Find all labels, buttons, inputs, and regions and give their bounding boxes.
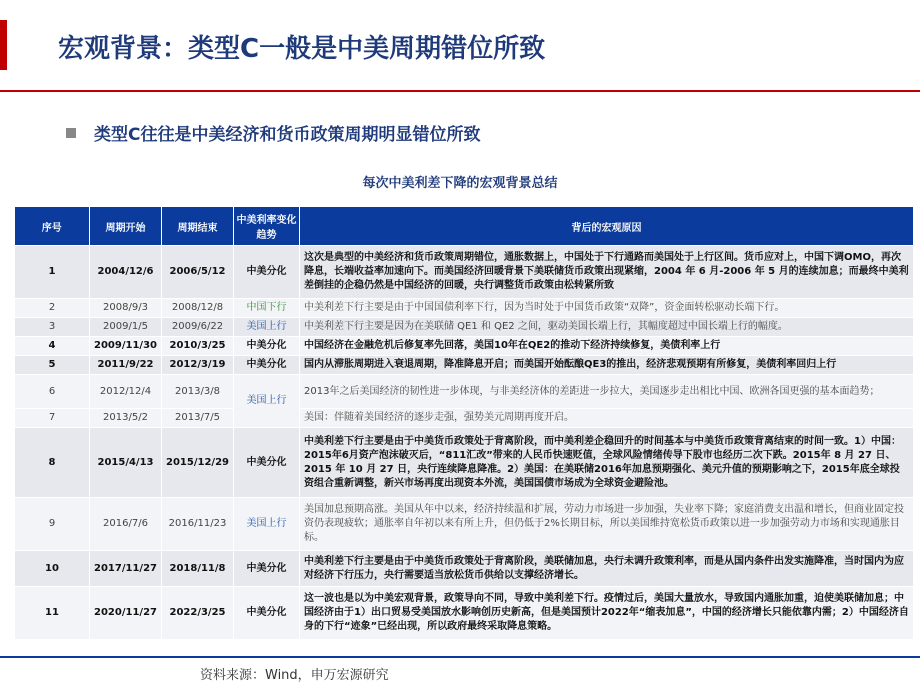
cell-start: 2008/9/3 [90, 299, 162, 318]
cell-reason: 这次是典型的中美经济和货币政策周期错位，通胀数据上，中国处于下行通路而美国处于上行区间。货币应对上，中国下调OMO，再次降息，长端收益率加速向下。而美国经济回暖背景下美联储货币政策出现紧缩，2004 年 6 月-2006 年 5 月的连续加息；而最终中美利差倒挂的企稳仍然是中国经济的回暖，央行调整货币政策由松转紧所致 [300, 246, 914, 299]
cell-start: 2011/9/22 [90, 356, 162, 375]
cell-start: 2017/11/27 [90, 551, 162, 587]
page-title: 宏观背景：类型C一般是中美周期错位所致 [58, 34, 546, 64]
cell-reason: 中美利差下行主要是由于中国国债利率下行，因为当时处于中国货币政策“双降”，资金面转松驱动长端下行。 [300, 299, 914, 318]
cell-end: 2015/12/29 [162, 428, 234, 498]
cell-reason: 这一波也是以为中美宏观背景，政策导向不同，导致中美利差下行。疫情过后，美国大量放水，导致国内通胀加重，迫使美联储加息；中国经济由于1）出口贸易受美国放水影响创历史新高，但是美国预计2022年“缩表加息”，中国的经济增长只能依靠内需；2）中国经济自身的下行“迹象”已经出现，所以政府最终采取降息策略。 [300, 587, 914, 640]
col-header-trend: 中美利率变化趋势 [234, 207, 300, 246]
cell-reason: 美国加息预期高涨。美国从年中以来，经济持续温和扩展，劳动力市场进一步加强，失业率下降；家庭消费支出温和增长，但商业固定投资仍表现疲软；通胀率自年初以来有所上升，但仍低于2%长期目标，所以美国维持宽松货币政策以进一步加强劳动力市场和实现通胀目标。 [300, 498, 914, 551]
cell-reason: 美国：伴随着美国经济的逐步走强，强势美元周期再度开启。 [300, 409, 914, 428]
square-bullet-icon [66, 128, 76, 138]
cell-start: 2016/7/6 [90, 498, 162, 551]
cell-end: 2018/11/8 [162, 551, 234, 587]
cell-trend: 中美分化 [234, 246, 300, 299]
cell-reason: 中美利差下行主要是由于中美货币政策处于背离阶段，美联储加息，央行未调升政策利率，而是从国内条件出发实施降准，当时国内为应对经济下行压力，央行需要适当放松货币供给以支撑经济增长。 [300, 551, 914, 587]
cell-trend: 中美分化 [234, 551, 300, 587]
subtitle-text: 类型C往往是中美经济和货币政策周期明显错位所致 [94, 125, 481, 145]
cell-start: 2015/4/13 [90, 428, 162, 498]
cell-no: 10 [15, 551, 90, 587]
cell-end: 2008/12/8 [162, 299, 234, 318]
cell-no: 5 [15, 356, 90, 375]
cell-end: 2022/3/25 [162, 587, 234, 640]
cell-trend: 美国上行 [234, 375, 300, 428]
table-header-row [15, 207, 914, 246]
cell-trend: 美国上行 [234, 498, 300, 551]
cell-start: 2004/12/6 [90, 246, 162, 299]
table-row [15, 337, 914, 356]
cell-no: 7 [15, 409, 90, 428]
cell-no: 8 [15, 428, 90, 498]
cell-no: 4 [15, 337, 90, 356]
cell-end: 2010/3/25 [162, 337, 234, 356]
cell-trend: 美国上行 [234, 318, 300, 337]
table-row [15, 246, 914, 299]
cell-end: 2013/3/8 [162, 375, 234, 409]
table-row [15, 551, 914, 587]
cell-reason: 国内从滞胀周期进入衰退周期，降准降息开启；而美国开始酝酿QE3的推出，经济悲观预期有所修复，美债利率回归上行 [300, 356, 914, 375]
col-header-reason: 背后的宏观原因 [300, 207, 914, 246]
cell-reason: 中美利差下行主要是因为在美联储 QE1 和 QE2 之间，驱动美国长端上行，其幅度超过中国长端上行的幅度。 [300, 318, 914, 337]
cell-end: 2006/5/12 [162, 246, 234, 299]
cell-end: 2013/7/5 [162, 409, 234, 428]
cell-trend: 中美分化 [234, 337, 300, 356]
table-row [15, 356, 914, 375]
cell-trend: 中美分化 [234, 587, 300, 640]
col-header-start: 周期开始 [90, 207, 162, 246]
cell-no: 2 [15, 299, 90, 318]
table-row [15, 498, 914, 551]
cell-no: 6 [15, 375, 90, 409]
header-divider [0, 90, 920, 92]
cell-reason: 中美利差下行主要是由于中美货币政策处于背离阶段，而中美利差企稳回升的时间基本与中美货币政策背离结束的时间一致。1）中国：2015年6月资产泡沫破灭后，“811汇改”带来的人民币快速贬值，全球风险情绪传导下股市也经历二次下跌。2015年 8 月 27 日、2015 年 10 月 27 日，央行连续降息降准。2）美国：在美联储2016年加息预期强化、美元升值的预期影响之下，2015年底全球投资组合重新调整，新兴市场再度出现资本外流，美国国债市场成为全球资金避险池。 [300, 428, 914, 498]
macro-table [14, 207, 914, 640]
table-row [15, 318, 914, 337]
table-row [15, 375, 914, 409]
cell-trend: 中国下行 [234, 299, 300, 318]
footer-divider [0, 656, 920, 658]
cell-reason: 中国经济在金融危机后修复率先回落，美国10年在QE2的推动下经济持续修复，美债利率上行 [300, 337, 914, 356]
cell-no: 3 [15, 318, 90, 337]
header-bar [0, 0, 920, 92]
cell-end: 2016/11/23 [162, 498, 234, 551]
cell-end: 2012/3/19 [162, 356, 234, 375]
cell-start: 2012/12/4 [90, 375, 162, 409]
table-title: 每次中美利差下降的宏观背景总结 [362, 176, 558, 191]
table-row [15, 299, 914, 318]
col-header-end: 周期结束 [162, 207, 234, 246]
cell-no: 9 [15, 498, 90, 551]
cell-start: 2009/1/5 [90, 318, 162, 337]
cell-no: 11 [15, 587, 90, 640]
source-note: 资料来源：Wind，申万宏源研究 [200, 668, 389, 683]
cell-reason: 2013年之后美国经济的韧性进一步体现，与非美经济体的差距进一步拉大，美国逐步走出相比中国、欧洲各国更强的基本面趋势； [300, 375, 914, 409]
cell-end: 2009/6/22 [162, 318, 234, 337]
cell-start: 2020/11/27 [90, 587, 162, 640]
col-header-no: 序号 [15, 207, 90, 246]
table-row [15, 409, 914, 428]
subtitle [66, 120, 480, 145]
cell-start: 2013/5/2 [90, 409, 162, 428]
table-row [15, 428, 914, 498]
cell-trend: 中美分化 [234, 428, 300, 498]
header-accent [0, 20, 7, 70]
cell-trend: 中美分化 [234, 356, 300, 375]
cell-start: 2009/11/30 [90, 337, 162, 356]
table-row [15, 587, 914, 640]
cell-no: 1 [15, 246, 90, 299]
